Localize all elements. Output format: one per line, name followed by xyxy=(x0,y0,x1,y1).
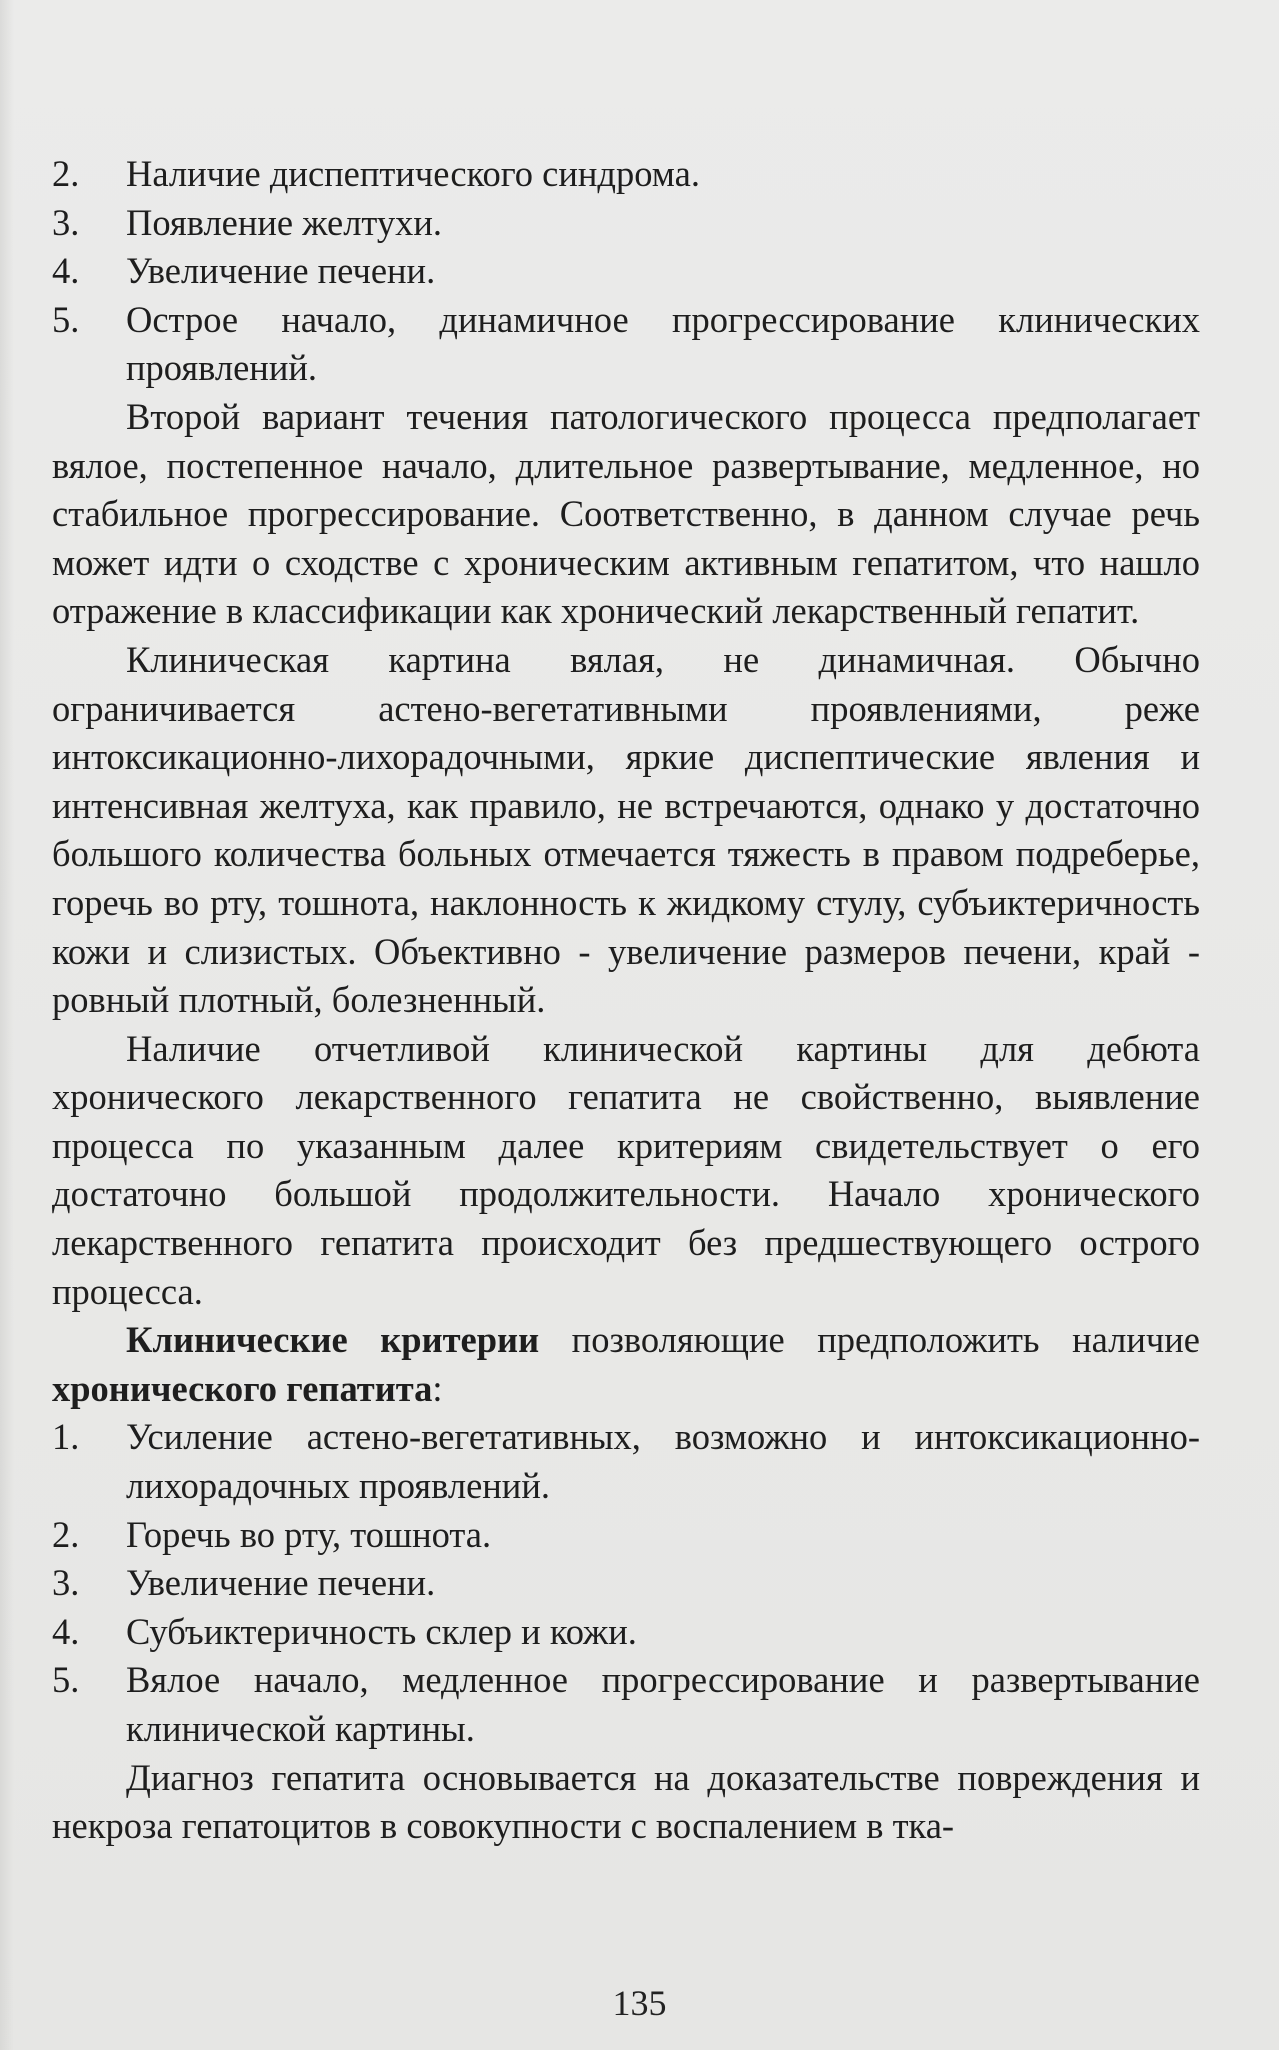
list-item xyxy=(52,199,1200,248)
list-item-text: Острое начало, динамичное прогрессирование клинических проявлений. xyxy=(126,298,1200,389)
criteria-heading xyxy=(52,1316,1200,1413)
paragraph: Второй вариант течения патологического процесса предполагает вялое, постепенное начало, длительное развертывание, медленное, но стабильное прогрессирование. Соответственно, в данном случае речь может идти о сходстве с хроническим активным гепатитом, что нашло отражение в классификации как хронический лекарственный гепатит. xyxy=(52,395,1200,632)
list-item xyxy=(52,1608,1200,1657)
list-item-text: Вялое начало, медленное прогрессирование и развертывание клинической картины. xyxy=(126,1659,1200,1749)
criteria-colon: : xyxy=(432,1367,443,1409)
list-number: 2. xyxy=(52,153,80,194)
page-content xyxy=(52,150,1200,1851)
list-number: 1. xyxy=(52,1416,80,1458)
list-item-text: Увеличение печени. xyxy=(126,250,436,292)
list-item xyxy=(52,1511,1200,1560)
criteria-text: позволяющие предположить наличие xyxy=(539,1319,1200,1361)
list-item-text: Усиление астено-вегетативных, возможно и интоксикационно-лихорадочных проявлений. xyxy=(126,1416,1200,1507)
list-item xyxy=(52,1559,1200,1608)
list-item xyxy=(52,296,1200,393)
list-number: 4. xyxy=(52,1610,80,1652)
page-number: 135 xyxy=(612,1983,667,2023)
list-item-text: Горечь во рту, тошнота. xyxy=(126,1513,492,1555)
paragraph: Клиническая картина вялая, не динамичная. Обычно ограничивается астено-вегетативными проявлениями, реже интоксикационно-лихорадочными, яркие диспептические явления и интенсивная желтуха, как правило, не встречаются, однако у достаточно большого количества больных отмечается тяжесть в правом подреберье, горечь во рту, тошнота, наклонность к жидкому стулу, субъиктеричность кожи и слизистых. Объективно - увеличение размеров печени, край - ровный плотный, болезненный. xyxy=(52,638,1200,1021)
list-item xyxy=(52,1413,1200,1510)
criteria-bold-label: Клинические критерии xyxy=(126,1319,540,1361)
paragraph: Диагноз гепатита основывается на доказательстве повреждения и некроза гепатоцитов в совокупности с воспалением в тка- xyxy=(52,1756,1200,1847)
list-number: 3. xyxy=(52,201,80,243)
list-number: 5. xyxy=(52,298,80,340)
list-number: 3. xyxy=(52,1562,80,1604)
criteria-bold-term: хронического гепатита xyxy=(52,1367,433,1409)
list-item-text: Увеличение печени. xyxy=(126,1562,436,1604)
list-item-text: Наличие диспептического синдрома. xyxy=(126,153,700,194)
list-item xyxy=(52,247,1200,296)
list-item xyxy=(52,150,1200,199)
paragraph: Наличие отчетливой клинической картины для дебюта хронического лекарственного гепатита не свойственно, выявление процесса по указанным далее критериям свидетельствует о его достаточно большой продолжительности. Начало хронического лекарственного гепатита происходит без предшествующего острого процесса. xyxy=(52,1027,1200,1312)
list-number: 2. xyxy=(52,1513,80,1555)
list-item-text: Субъиктеричность склер и кожи. xyxy=(126,1610,637,1652)
list-number: 5. xyxy=(52,1659,80,1701)
list-number: 4. xyxy=(52,250,80,292)
list-item-text: Появление желтухи. xyxy=(126,201,443,243)
list-item xyxy=(52,1656,1200,1753)
